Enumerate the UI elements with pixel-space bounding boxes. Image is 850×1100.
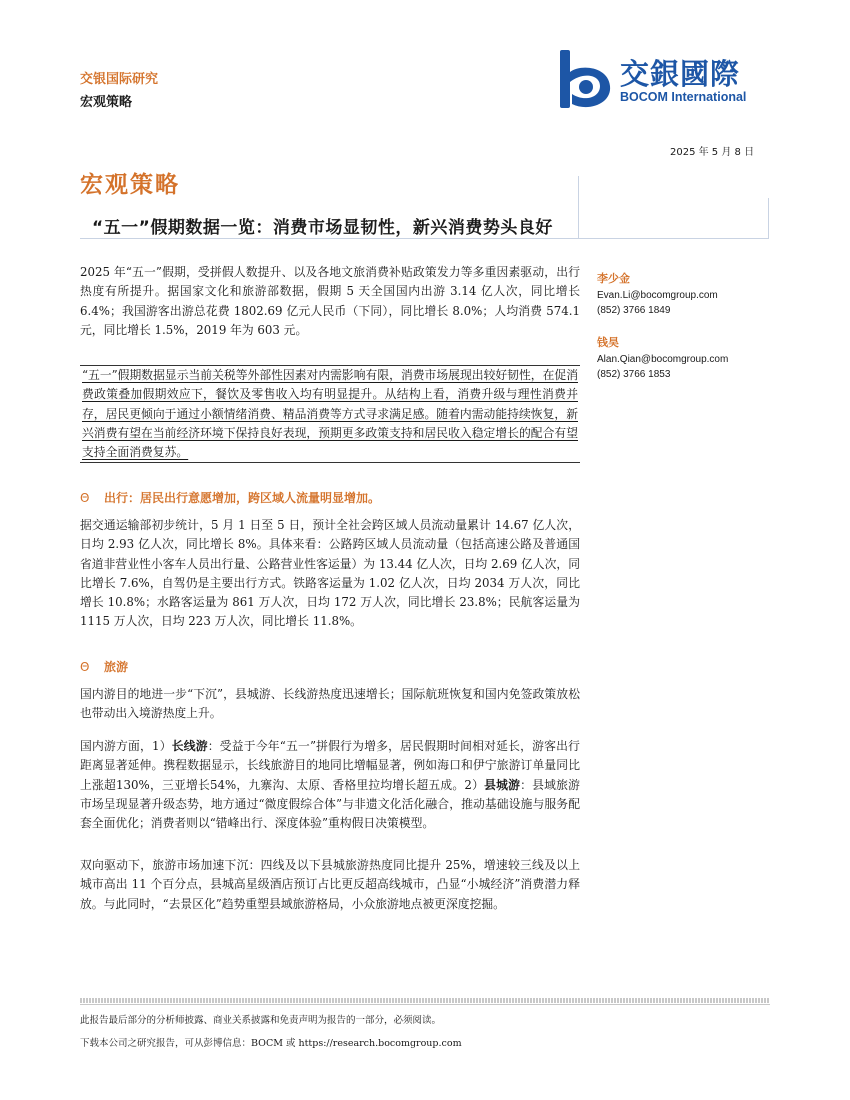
travel-paragraph: 据交通运输部初步统计，5 月 1 日至 5 日，预计全社会跨区域人员流动量累计 14.67 亿人次，日均 2.93 亿人次，同比增长 8%。具体来看：公路跨区域人员流动量（包括高速公路及普通国省道非营业性小客车人员出行量、公路营业性客运量）为 13.44 亿人次，日均 2.69 亿人次，同比增长 7.6%，自驾仍是主要出行方式。铁路客运量为 1.02 亿人次，日均 2034 万人次，同比增长 10.8%；水路客运量为 861 万人次，日均 172 万人次，同比增长 23.8%；民航客运量为 1115 万人次，日均 223 万人次，同比增长 11.8%。 <box>80 518 580 629</box>
footer-rule-thin <box>80 1004 770 1005</box>
county-trip-text: ：县域旅游市场呈现显著升级态势，地方通过“微度假综合体”与非遗文化活化融合，推动基础设施与服务配套全面优化；消费者则以“错峰出行、深度体验”重构假日决策模型。 <box>80 777 580 831</box>
summary-paragraph: “五一”假期数据显示当前关税等外部性因素对内需影响有限，消费市场展现出较好韧性，在促消费政策叠加假期效应下，餐饮及零售收入均有明显提升。从结构上看，消费升级与理性消费并存，居民更倾向于通过小额情绪消费、精品消费等方式寻求满足感。随着内需动能持续恢复，新兴消费有望在当前经济环境下保持良好表现，预期更多政策支持和居民收入稳定增长的配合有望支持全面消费复苏。 <box>82 368 578 460</box>
logo-english-text: BOCOM International <box>620 90 747 104</box>
brand-name: 交银国际研究 <box>80 72 159 87</box>
tourism-p2-intro: 国内游方面，1） <box>80 739 172 753</box>
travel-heading <box>80 489 380 506</box>
analyst-phone: (852) 3766 1853 <box>597 369 671 380</box>
company-logo <box>558 50 770 112</box>
analyst-email[interactable]: Alan.Qian@bocomgroup.com <box>597 354 729 365</box>
tourism-paragraph-2 <box>80 737 580 833</box>
logo-chinese-text: 交銀國際 <box>620 57 741 91</box>
tourism-heading-text: 旅游 <box>104 660 129 674</box>
analyst-email[interactable]: Evan.Li@bocomgroup.com <box>597 290 718 301</box>
report-date: 2025 年 5 月 8 日 <box>670 147 755 158</box>
county-trip-label: 县城游 <box>484 777 521 792</box>
sub-brand: 宏观策略 <box>80 95 133 110</box>
tourism-heading <box>80 658 128 675</box>
tourism-paragraph-3: 双向驱动下，旅游市场加速下沉：四线及以下县城旅游热度同比提升 25%，增速较三线及以上城市高出 11 个百分点，县城高星级酒店预订占比更反超高线城市，凸显“小城经济”消费潜力释放。与此同时，“去景区化”趋势重塑县域旅游格局，小众旅游地点被更深度挖掘。 <box>80 858 580 911</box>
circled-bullet-icon: Θ <box>80 491 90 505</box>
long-trip-text: ：受益于今年“五一”拼假行为增多，居民假期时间相对延长，游客出行距离显著延伸。携程数据显示，长线旅游目的地同比增幅显著，例如海口和伊宁旅游订单量同比上涨超130%，三亚增长54%，九寨沟、太原、香格里拉均增长超五成。2） <box>80 739 580 792</box>
intro-paragraph: 2025 年“五一”假期，受拼假人数提升、以及各地文旅消费补贴政策发力等多重因素驱动，出行热度有所提升。据国家文化和旅游部数据，假期 5 天全国国内出游 3.14 亿人次，同比增长 6.4%；我国游客出游总花费 1802.69 亿元人民币（下同），同比增长 8.0%；人均消费 574.1 元，同比增长 1.5%，2019 年为 603 元。 <box>80 265 580 337</box>
bocom-logo-icon <box>558 50 616 112</box>
summary-box <box>80 365 580 463</box>
footer-rule <box>80 998 770 1003</box>
long-trip-label: 长线游 <box>171 739 208 753</box>
analyst-block-1 <box>597 270 718 316</box>
travel-heading-text: 出行：居民出行意愿增加，跨区域人流量明显增加。 <box>104 491 381 505</box>
tourism-paragraph-1: 国内游目的地进一步“下沉”，县城游、长线游热度迅速增长；国际航班恢复和国内免签政策放松也带动出入境游热度上升。 <box>80 687 580 721</box>
analyst-name: 钱昊 <box>597 336 619 349</box>
analyst-name: 李少金 <box>597 272 630 285</box>
analyst-block-2 <box>597 334 728 380</box>
section-title: 宏观策略 <box>80 172 180 198</box>
footer-disclaimer: 此报告最后部分的分析师披露、商业关系披露和免责声明为报告的一部分，必须阅读。 <box>80 1015 442 1026</box>
footer-download[interactable]: 下载本公司之研究报告，可从彭博信息：BOCM 或 https://research.bocomgroup.com <box>80 1038 462 1049</box>
analyst-phone: (852) 3766 1849 <box>597 305 671 316</box>
headline: “五一”假期数据一览：消费市场显韧性，新兴消费势头良好 <box>92 218 553 238</box>
circled-bullet-icon: Θ <box>80 660 90 674</box>
